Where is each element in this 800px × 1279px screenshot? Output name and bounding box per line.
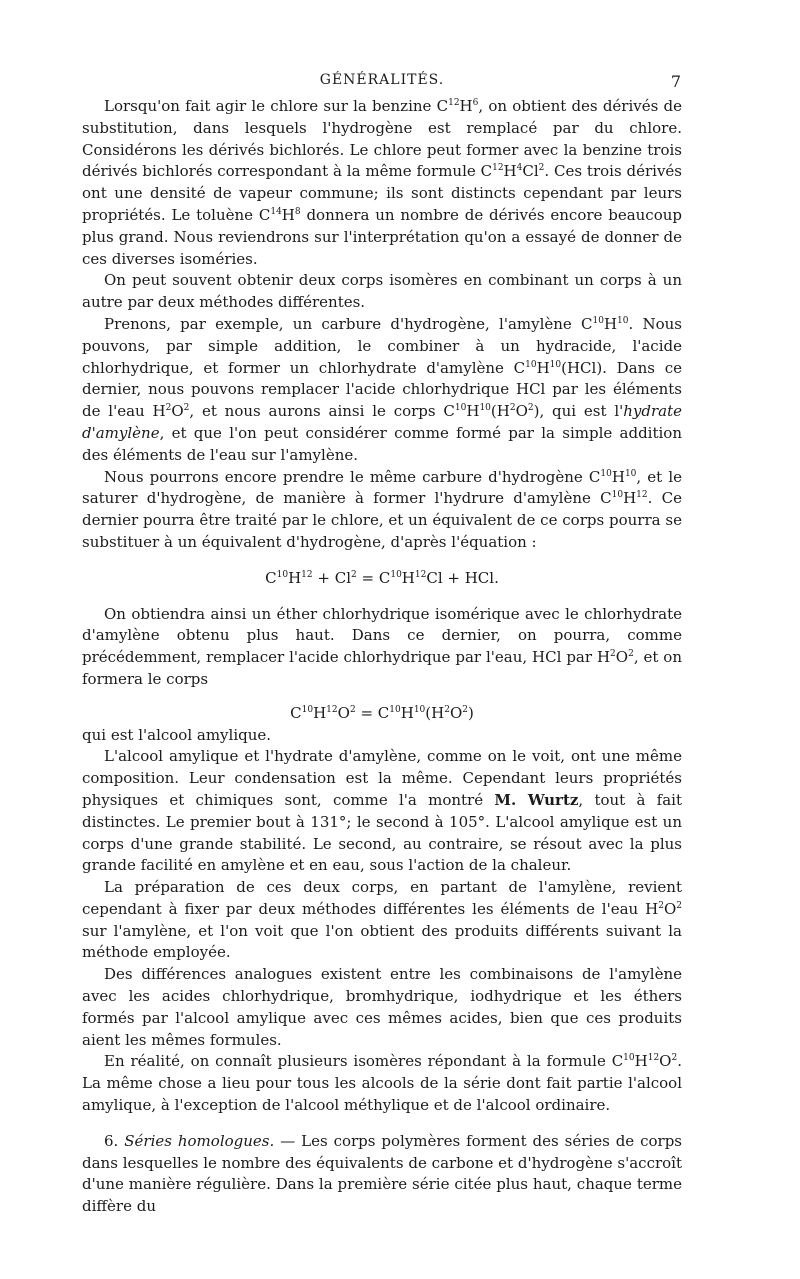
paragraph-chlorhydric-ether: On obtiendra ainsi un éther chlorhydrique isomérique avec le chlorhydrate d'amylène obtenu plus haut. Dans ce dernier, on pourra, comme précédemment, remplacer l'acide chlorhydrique par l'eau, HCl par $H^2O^2$, et on formera le corps bbox=[82, 604, 683, 688]
paragraph-homologous-series: 6. Séries homologues. — Les corps polymères forment des séries de corps dans lesquelles le nombre des équivalents de carbone et d'hydrogène s'accroît d'une manière régulière. Dans la première série citée plus haut, chaque terme diffère du bbox=[82, 1131, 683, 1216]
equation-amyl-alcohol: $C^{10}H^{12}O^2 = C^{10}H^{10}(H^2O^2)$ bbox=[290, 703, 474, 722]
paragraph-several-isomers: En réalité, on connaît plusieurs isomères répondant à la formule $C^{10}H^{12}O^2$. La même chose a lieu pour tous les alcools de la série dont fait partie l'alcool amylique, à l'exception de l'alcool méthylique et de l'alcool ordinaire. bbox=[82, 1052, 682, 1115]
paragraph-benzine-isomers: Lorsqu'on fait agir le chlore sur la benzine $C^{12}H^6$, on obtient des dérivés de substitution, dans lesquels l'hydrogène est remplacé par du chlore. Considérons les dérivés bichlorés. Le chlore peut former avec la benzine trois dérivés bichlorés correspondant à la même formule $C^{12}H^4Cl^2$. Ces trois dérivés ont une densité de vapeur commune; ils sont distincts cependant par leurs propriétés. Le toluène $C^{14}H^8$ donnera un nombre de dérivés encore beaucoup plus grand. Nous reviendrons sur l'interprétation qu'on a essayé de donner de ces diverses isoméries. bbox=[82, 97, 683, 268]
section-heading: Séries homologues. bbox=[124, 1131, 275, 1150]
italic-term: hydrate d'amylène bbox=[82, 402, 683, 442]
page-number: 7 bbox=[670, 72, 682, 91]
running-title: GÉNÉRALITÉS. bbox=[319, 72, 445, 88]
paragraph-amylene-hydride: Nous pourrons encore prendre le même carbure d'hydrogène $C^{10}H^{10}$, et le saturer d'hydrogène, de manière à former l'hydrure d'amylène $C^{10}H^{12}$. Ce dernier pourra être traité par le chlore, et un équivalent de ce corps pourra se substituer à un équivalent d'hydrogène, d'après l'équation : bbox=[82, 467, 683, 551]
paragraph-properties: L'alcool amylique et l'hydrate d'amylène, comme on le voit, ont une même composition. Leur condensation est la même. Cependant leurs propriétés physiques et chimiques sont, comme l'a montré M. Wurtz, tout à fait distinctes. Le premier bout à 131°; le second à 105°. L'alcool amylique est un corps d'une grande stabilité. Le second, au contraire, se résout avec la plus grande facilité en amylène et en eau, sous l'action de la chaleur. bbox=[82, 747, 682, 875]
section-gap bbox=[82, 1117, 682, 1131]
author-name: M. Wurtz bbox=[494, 790, 579, 809]
equation-chlorination: $C^{10}H^{12} + Cl^2 = C^{10}H^{12}Cl$ + HCl. bbox=[265, 568, 499, 587]
page-body bbox=[82, 96, 682, 1218]
paragraph-amyl-alcohol-line: qui est l'alcool amylique. bbox=[82, 725, 272, 744]
paragraph-amylene-hydrate: Prenons, par exemple, un carbure d'hydrogène, l'amylène $C^{10}H^{10}$. Nous pouvons, par simple addition, le combiner à un hydracide, l'acide chlorhydrique, et former un chlorhydrate d'amylène $C^{10}H^{10}(HCl)$. Dans ce dernier, nous pouvons remplacer l'acide chlorhydrique HCl par les éléments de l'eau $H^2O^2$, et nous aurons ainsi le corps $C^{10}H^{10}(H^2O^2)$, qui est l'hydrate d'amylène, et que l'on peut considérer comme formé par la simple addition des éléments de l'eau sur l'amylène. bbox=[82, 314, 683, 464]
paragraph-preparation: La préparation de ces deux corps, en partant de l'amylène, revient cependant à fixer par deux méthodes différentes les éléments de l'eau $H^2O^2$ sur l'amylène, et l'on voit que l'on obtient des produits différents suivant la méthode employée. bbox=[82, 878, 682, 962]
running-header bbox=[82, 72, 682, 94]
paragraph-two-methods: On peut souvent obtenir deux corps isomères en combinant un corps à un autre par deux méthodes différentes. bbox=[82, 271, 682, 312]
paragraph-analogous-differences: Des différences analogues existent entre les combinaisons de l'amylène avec les acides chlorhydrique, bromhydrique, iodhydrique et les éthers formés par l'alcool amylique avec ces mêmes acides, bien que ces produits aient les mêmes formules. bbox=[82, 965, 682, 1049]
